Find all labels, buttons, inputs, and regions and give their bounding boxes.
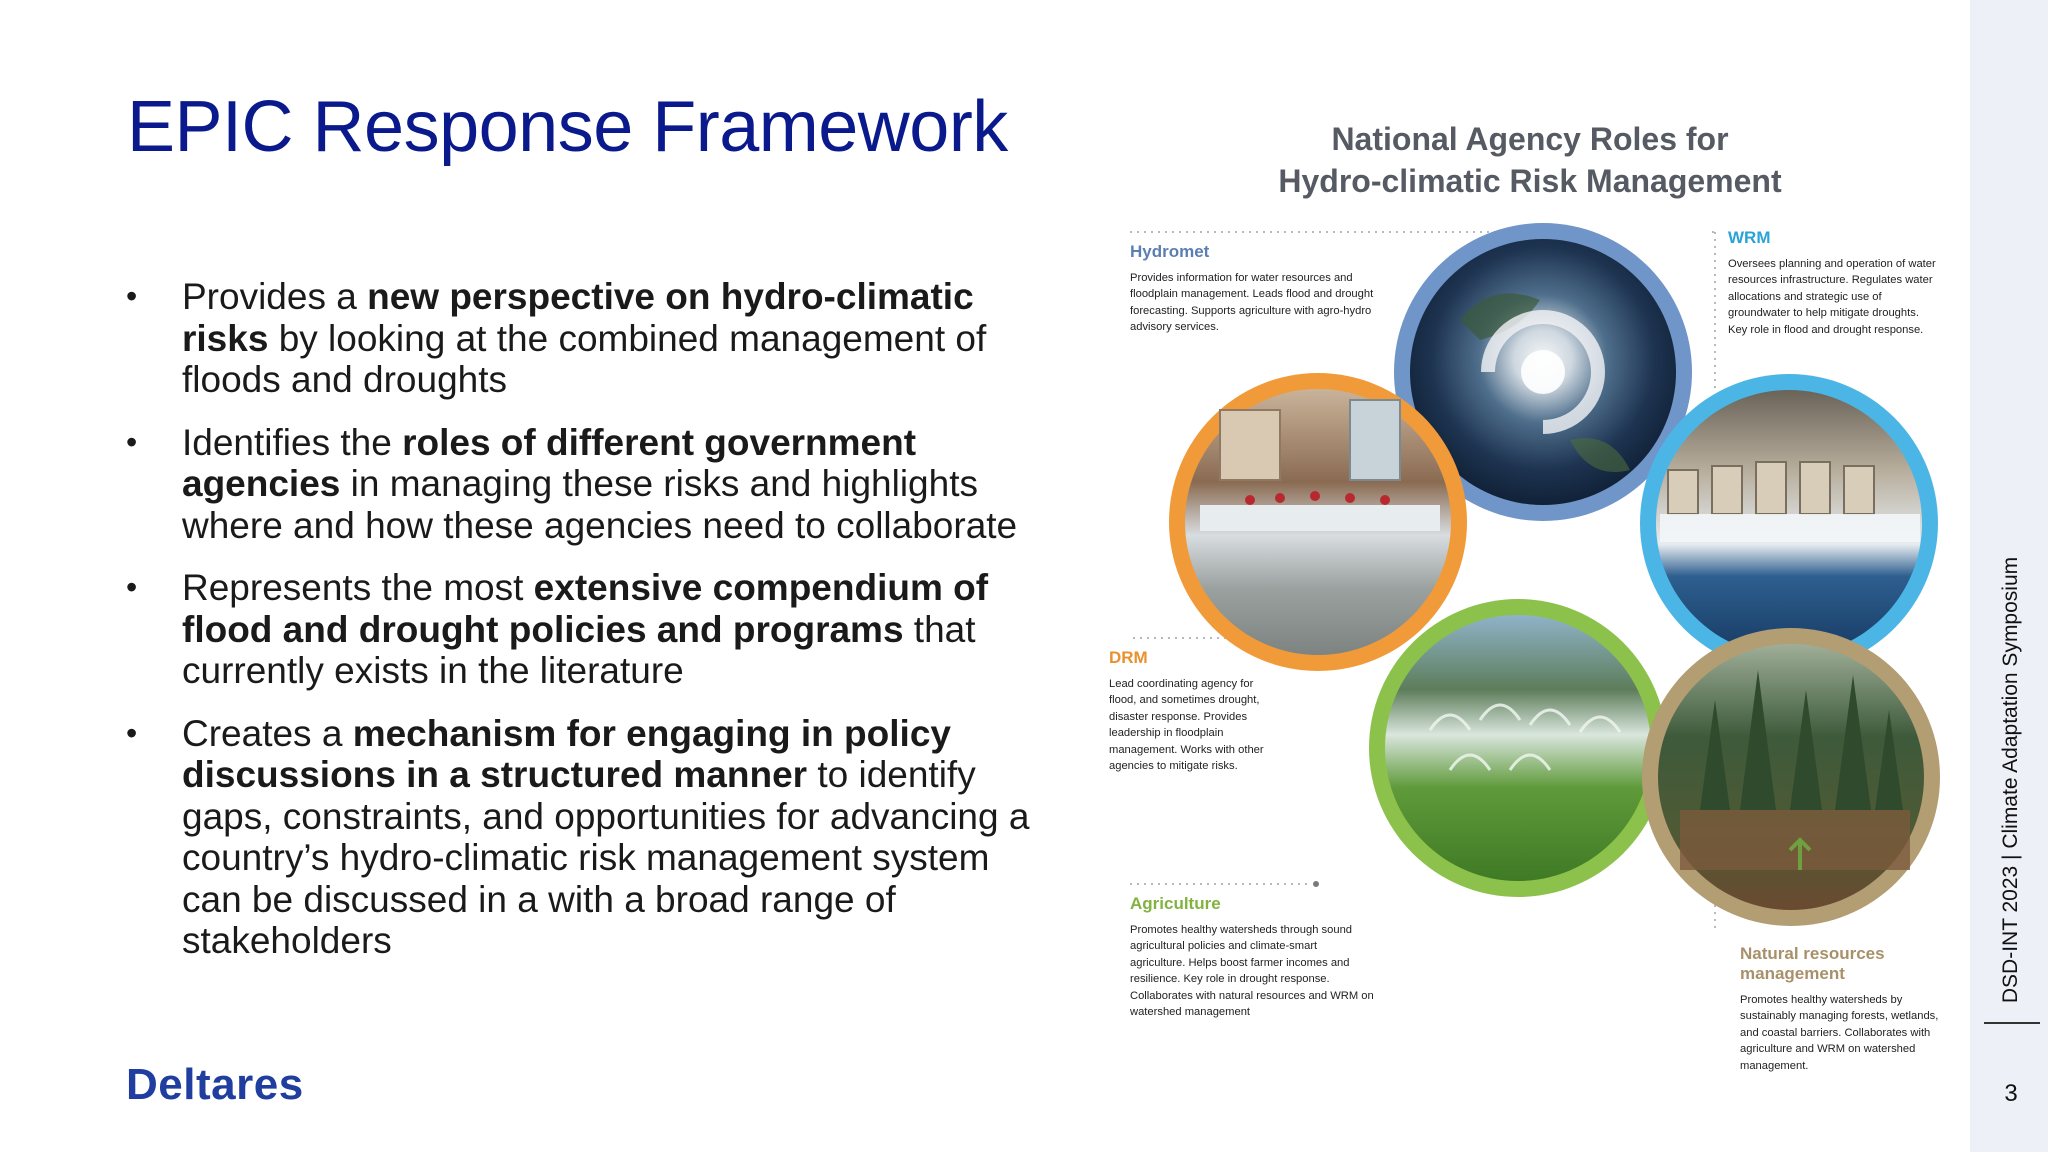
sidebar-divider xyxy=(1984,1022,2040,1024)
bullet-text: that currently exists in the literature xyxy=(182,608,976,691)
agriculture-image xyxy=(1369,599,1667,897)
bullet-text: Represents the most xyxy=(182,567,534,608)
bullet-emphasis: new perspective on hydro-climatic risks xyxy=(182,276,974,359)
role-description: Provides information for water resources and floodplain management. Leads flood and drought forecasting. Supports agriculture with agro-hydro advisory services. xyxy=(1130,272,1374,334)
role-natural-resources xyxy=(1740,944,1940,1074)
role-name: Natural resources management xyxy=(1740,944,1885,983)
role-agriculture xyxy=(1130,894,1375,1020)
bullet-emphasis: extensive compendium of flood and drought policies and programs xyxy=(182,567,989,650)
role-name: Agriculture xyxy=(1130,894,1221,913)
bullet-text: Identifies the xyxy=(182,421,403,463)
page-number: 3 xyxy=(2004,1080,2018,1107)
role-description: Promotes healthy watersheds by sustainably managing forests, wetlands, and coastal barriers. Collaborates with agriculture and WRM on watershed management. xyxy=(1740,994,1939,1072)
role-name: WRM xyxy=(1728,228,1771,247)
deltares-logo: Deltares xyxy=(126,1060,304,1109)
bullet-text: to identify gaps, constraints, and opportunities for advancing a country’s hydro-climatic risk management system can be discussed in a with a broad range of stakeholders xyxy=(182,754,1030,961)
drm-image xyxy=(1169,373,1467,671)
bullet-text: in managing these risks and highlights where and how these agencies need to collaborate xyxy=(182,463,1018,546)
agency-roles-infographic xyxy=(1100,110,1960,1110)
role-description: Promotes healthy watersheds through sound agricultural policies and climate-smart agriculture. Helps boost farmer incomes and resilience. Key role in drought response. Collaborates with natural resources and WRM on watershed management xyxy=(1130,924,1374,1019)
wrm-image xyxy=(1640,374,1938,672)
role-name: DRM xyxy=(1109,648,1148,667)
infographic-title-line: Hydro-climatic Risk Management xyxy=(1278,163,1782,199)
role-wrm xyxy=(1728,228,1940,338)
bullet-marker: • xyxy=(126,423,138,460)
bullet-marker: • xyxy=(126,569,138,605)
bullet-item xyxy=(124,567,1044,692)
bullet-emphasis: roles of different government agencies xyxy=(182,421,917,504)
role-hydromet xyxy=(1130,242,1390,336)
bullet-text: Creates a xyxy=(182,712,353,754)
conference-label: DSD-INT 2023 | Climate Adaptation Symposium xyxy=(1999,556,2022,1004)
bullet-item xyxy=(124,713,1044,962)
bullet-text: by looking at the combined management of floods and droughts xyxy=(182,317,987,400)
bullet-marker: • xyxy=(126,714,138,751)
role-name: Hydromet xyxy=(1130,242,1210,261)
slide-title: EPIC Response Framework xyxy=(127,87,1008,167)
role-description: Lead coordinating agency for flood, and sometimes drought, disaster response. Provides leadership in floodplain management. Works with other agencies to mitigate risks. xyxy=(1109,678,1264,773)
role-description: Oversees planning and operation of water resources infrastructure. Regulates water allocations and strategic use of groundwater to help mitigate droughts. Key role in flood and drought response. xyxy=(1728,258,1936,336)
role-drm xyxy=(1109,648,1264,774)
bullet-text: Provides a xyxy=(182,276,368,317)
bullet-marker: • xyxy=(126,278,138,314)
bullet-item xyxy=(124,276,1044,401)
bullet-list xyxy=(124,276,1044,983)
infographic-title-line: National Agency Roles for xyxy=(1331,121,1729,157)
bullet-emphasis: mechanism for engaging in policy discussions in a structured manner xyxy=(182,712,951,795)
natural-resources-image xyxy=(1642,628,1940,926)
bullet-item xyxy=(124,422,1044,547)
